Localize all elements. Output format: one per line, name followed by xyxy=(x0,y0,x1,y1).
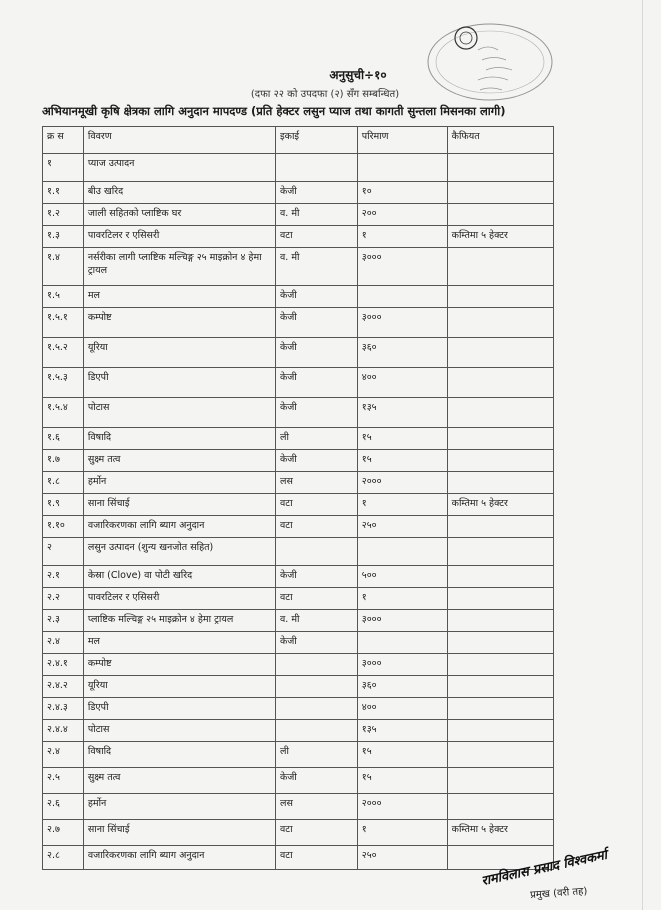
row-quantity: ४०० xyxy=(357,698,447,720)
row-description: साना सिंचाई xyxy=(83,494,275,516)
row-remark xyxy=(447,154,553,182)
table-row xyxy=(43,742,554,768)
row-remark xyxy=(447,398,553,428)
row-serial: १.४ xyxy=(43,248,84,286)
row-quantity: १ xyxy=(357,494,447,516)
row-unit: केजी xyxy=(276,308,358,338)
row-quantity: ३००० xyxy=(357,308,447,338)
table-row xyxy=(43,720,554,742)
row-description: यूरिया xyxy=(83,676,275,698)
row-serial: १.१ xyxy=(43,182,84,204)
row-unit: वटा xyxy=(276,820,358,846)
row-quantity xyxy=(357,154,447,182)
row-remark xyxy=(447,248,553,286)
signature-name: रामविलास प्रसाद विश्वकर्मा xyxy=(480,847,609,890)
row-remark: कम्तिमा ५ हेक्टर xyxy=(447,226,553,248)
table-row xyxy=(43,286,554,308)
row-serial: २.३ xyxy=(43,610,84,632)
row-unit: केजी xyxy=(276,338,358,368)
row-serial: १.९ xyxy=(43,494,84,516)
row-description: पोटास xyxy=(83,398,275,428)
table-row xyxy=(43,308,554,338)
row-quantity: ४०० xyxy=(357,368,447,398)
row-quantity: २५० xyxy=(357,846,447,870)
row-quantity: ३६० xyxy=(357,338,447,368)
row-remark: कम्तिमा ५ हेक्टर xyxy=(447,820,553,846)
row-unit: व. मी xyxy=(276,610,358,632)
row-serial: २.४ xyxy=(43,742,84,768)
row-description: जाली सहितको प्लाष्टिक घर xyxy=(83,204,275,226)
table-row xyxy=(43,538,554,566)
row-serial: २.१ xyxy=(43,566,84,588)
row-quantity: ३००० xyxy=(357,248,447,286)
row-unit: केजी xyxy=(276,286,358,308)
row-serial: २ xyxy=(43,538,84,566)
row-unit: केजी xyxy=(276,398,358,428)
row-remark xyxy=(447,338,553,368)
row-unit xyxy=(276,154,358,182)
row-quantity: १३५ xyxy=(357,720,447,742)
row-description: नर्सरीका लागी प्लाष्टिक मल्चिङ्ग २५ माइक्रोन ४ हेमा ट्रायल xyxy=(83,248,275,286)
row-description: मल xyxy=(83,286,275,308)
row-unit: केजी xyxy=(276,632,358,654)
row-serial: १.२ xyxy=(43,204,84,226)
row-quantity: ३००० xyxy=(357,610,447,632)
row-unit xyxy=(276,698,358,720)
row-description: सुक्ष्म तत्व xyxy=(83,768,275,794)
schedule-reference: (दफा २२ को उपदफा (२) सँग सम्बन्धित) xyxy=(250,89,400,100)
row-serial: १.५.३ xyxy=(43,368,84,398)
header-unit: इकाई xyxy=(276,127,358,154)
table-row xyxy=(43,204,554,226)
subsidy-table xyxy=(42,126,554,870)
row-remark xyxy=(447,632,553,654)
row-serial: २.२ xyxy=(43,588,84,610)
row-unit: लस xyxy=(276,472,358,494)
row-unit xyxy=(276,654,358,676)
row-unit: केजी xyxy=(276,450,358,472)
row-quantity: २५० xyxy=(357,516,447,538)
row-remark xyxy=(447,588,553,610)
row-serial: २.४ xyxy=(43,632,84,654)
row-quantity: १५ xyxy=(357,428,447,450)
row-quantity xyxy=(357,286,447,308)
row-remark xyxy=(447,610,553,632)
header-serial: क्र स xyxy=(43,127,84,154)
row-remark xyxy=(447,566,553,588)
row-quantity: १३५ xyxy=(357,398,447,428)
row-remark xyxy=(447,450,553,472)
row-serial: १ xyxy=(43,154,84,182)
table-row xyxy=(43,368,554,398)
row-quantity xyxy=(357,632,447,654)
row-quantity: २०० xyxy=(357,204,447,226)
row-quantity: १० xyxy=(357,182,447,204)
row-unit: केजी xyxy=(276,182,358,204)
row-serial: १.१० xyxy=(43,516,84,538)
table-row xyxy=(43,398,554,428)
row-description: वजारिकरणका लागि ब्याग अनुदान xyxy=(83,516,275,538)
row-serial: २.४.२ xyxy=(43,676,84,698)
row-description: पावरटिलर र एसिसरी xyxy=(83,226,275,248)
row-unit: वटा xyxy=(276,846,358,870)
table-row xyxy=(43,182,554,204)
row-serial: १.७ xyxy=(43,450,84,472)
row-serial: १.५.४ xyxy=(43,398,84,428)
table-row xyxy=(43,698,554,720)
row-description: कम्पोष्ट xyxy=(83,654,275,676)
row-unit xyxy=(276,538,358,566)
row-quantity xyxy=(357,538,447,566)
row-remark xyxy=(447,654,553,676)
row-serial: २.४.३ xyxy=(43,698,84,720)
table-row xyxy=(43,676,554,698)
row-remark xyxy=(447,538,553,566)
row-description: पोटास xyxy=(83,720,275,742)
row-description: वजारिकरणका लागि ब्याग अनुदान xyxy=(83,846,275,870)
row-description: बीउ खरिद xyxy=(83,182,275,204)
table-row xyxy=(43,610,554,632)
header-remarks: कैफियत xyxy=(447,127,553,154)
row-unit: व. मी xyxy=(276,204,358,226)
row-serial: १.८ xyxy=(43,472,84,494)
row-description: हर्मोन xyxy=(83,472,275,494)
signature-role: प्रमुख (वरी तह) xyxy=(529,886,588,901)
row-remark xyxy=(447,742,553,768)
row-description: केस्रा (Clove) वा पोटी खरिद xyxy=(83,566,275,588)
row-unit xyxy=(276,720,358,742)
table-row xyxy=(43,338,554,368)
official-seal-icon xyxy=(420,18,560,106)
row-description: साना सिंचाई xyxy=(83,820,275,846)
row-remark xyxy=(447,286,553,308)
row-quantity: २००० xyxy=(357,794,447,820)
row-remark xyxy=(447,698,553,720)
row-description: विषादि xyxy=(83,428,275,450)
table-row xyxy=(43,794,554,820)
row-serial: १.६ xyxy=(43,428,84,450)
row-serial: २.४.१ xyxy=(43,654,84,676)
row-unit: ली xyxy=(276,428,358,450)
row-description: हर्मोन xyxy=(83,794,275,820)
row-unit: व. मी xyxy=(276,248,358,286)
table-row xyxy=(43,516,554,538)
row-serial: १.५.१ xyxy=(43,308,84,338)
row-remark xyxy=(447,428,553,450)
row-unit: वटा xyxy=(276,516,358,538)
row-remark xyxy=(447,182,553,204)
row-description: पावरटिलर र एसिसरी xyxy=(83,588,275,610)
row-serial: २.५ xyxy=(43,768,84,794)
row-serial: १.५.२ xyxy=(43,338,84,368)
row-quantity: ५०० xyxy=(357,566,447,588)
row-remark xyxy=(447,308,553,338)
table-header-row xyxy=(43,127,554,154)
row-quantity: १ xyxy=(357,588,447,610)
table-row xyxy=(43,820,554,846)
table-row xyxy=(43,654,554,676)
row-serial: १.३ xyxy=(43,226,84,248)
row-serial: २.८ xyxy=(43,846,84,870)
schedule-title: अनुसुची÷१० xyxy=(329,68,387,82)
table-row xyxy=(43,428,554,450)
row-description: प्लाष्टिक मल्चिङ्ग २५ माइक्रोन ४ हेमा ट्रायल xyxy=(83,610,275,632)
row-quantity: १ xyxy=(357,820,447,846)
table-row xyxy=(43,846,554,870)
row-unit: लस xyxy=(276,794,358,820)
document-heading: अभियानमूखी कृषि क्षेत्रका लागि अनुदान मापदण्ड (प्रति हेक्टर लसुन प्याज तथा कागती सुन्तला मिसनका लागी) xyxy=(42,104,506,118)
row-unit: वटा xyxy=(276,494,358,516)
table-row xyxy=(43,248,554,286)
row-unit: केजी xyxy=(276,768,358,794)
row-remark xyxy=(447,676,553,698)
header-quantity: परिमाण xyxy=(357,127,447,154)
row-unit: वटा xyxy=(276,588,358,610)
row-description: लसुन उत्पादन (शुन्य खनजोत सहित) xyxy=(83,538,275,566)
row-description: यूरिया xyxy=(83,338,275,368)
row-remark xyxy=(447,720,553,742)
header-description: विवरण xyxy=(83,127,275,154)
row-unit xyxy=(276,676,358,698)
row-quantity: १५ xyxy=(357,450,447,472)
row-description: विषादि xyxy=(83,742,275,768)
row-serial: १.५ xyxy=(43,286,84,308)
row-quantity: ३६० xyxy=(357,676,447,698)
row-quantity: १५ xyxy=(357,768,447,794)
table-row xyxy=(43,566,554,588)
table-row xyxy=(43,226,554,248)
row-remark xyxy=(447,794,553,820)
row-description: प्याज उत्पादन xyxy=(83,154,275,182)
row-quantity: ३००० xyxy=(357,654,447,676)
row-description: सुक्ष्म तत्व xyxy=(83,450,275,472)
row-unit: वटा xyxy=(276,226,358,248)
row-serial: २.४.४ xyxy=(43,720,84,742)
row-unit: ली xyxy=(276,742,358,768)
row-serial: २.७ xyxy=(43,820,84,846)
table-row xyxy=(43,632,554,654)
row-description: डिएपी xyxy=(83,698,275,720)
row-unit: केजी xyxy=(276,368,358,398)
row-description: डिएपी xyxy=(83,368,275,398)
table-row xyxy=(43,472,554,494)
table-row xyxy=(43,450,554,472)
table-row xyxy=(43,494,554,516)
row-description: कम्पोष्ट xyxy=(83,308,275,338)
row-remark xyxy=(447,204,553,226)
table-row xyxy=(43,768,554,794)
row-remark xyxy=(447,768,553,794)
row-quantity: १५ xyxy=(357,742,447,768)
row-unit: केजी xyxy=(276,566,358,588)
row-remark: कम्तिमा ५ हेक्टर xyxy=(447,494,553,516)
row-remark xyxy=(447,368,553,398)
row-quantity: २००० xyxy=(357,472,447,494)
page-edge xyxy=(642,0,643,910)
row-description: मल xyxy=(83,632,275,654)
table-row xyxy=(43,588,554,610)
table-row xyxy=(43,154,554,182)
row-remark xyxy=(447,472,553,494)
row-remark xyxy=(447,516,553,538)
row-serial: २.६ xyxy=(43,794,84,820)
row-quantity: १ xyxy=(357,226,447,248)
